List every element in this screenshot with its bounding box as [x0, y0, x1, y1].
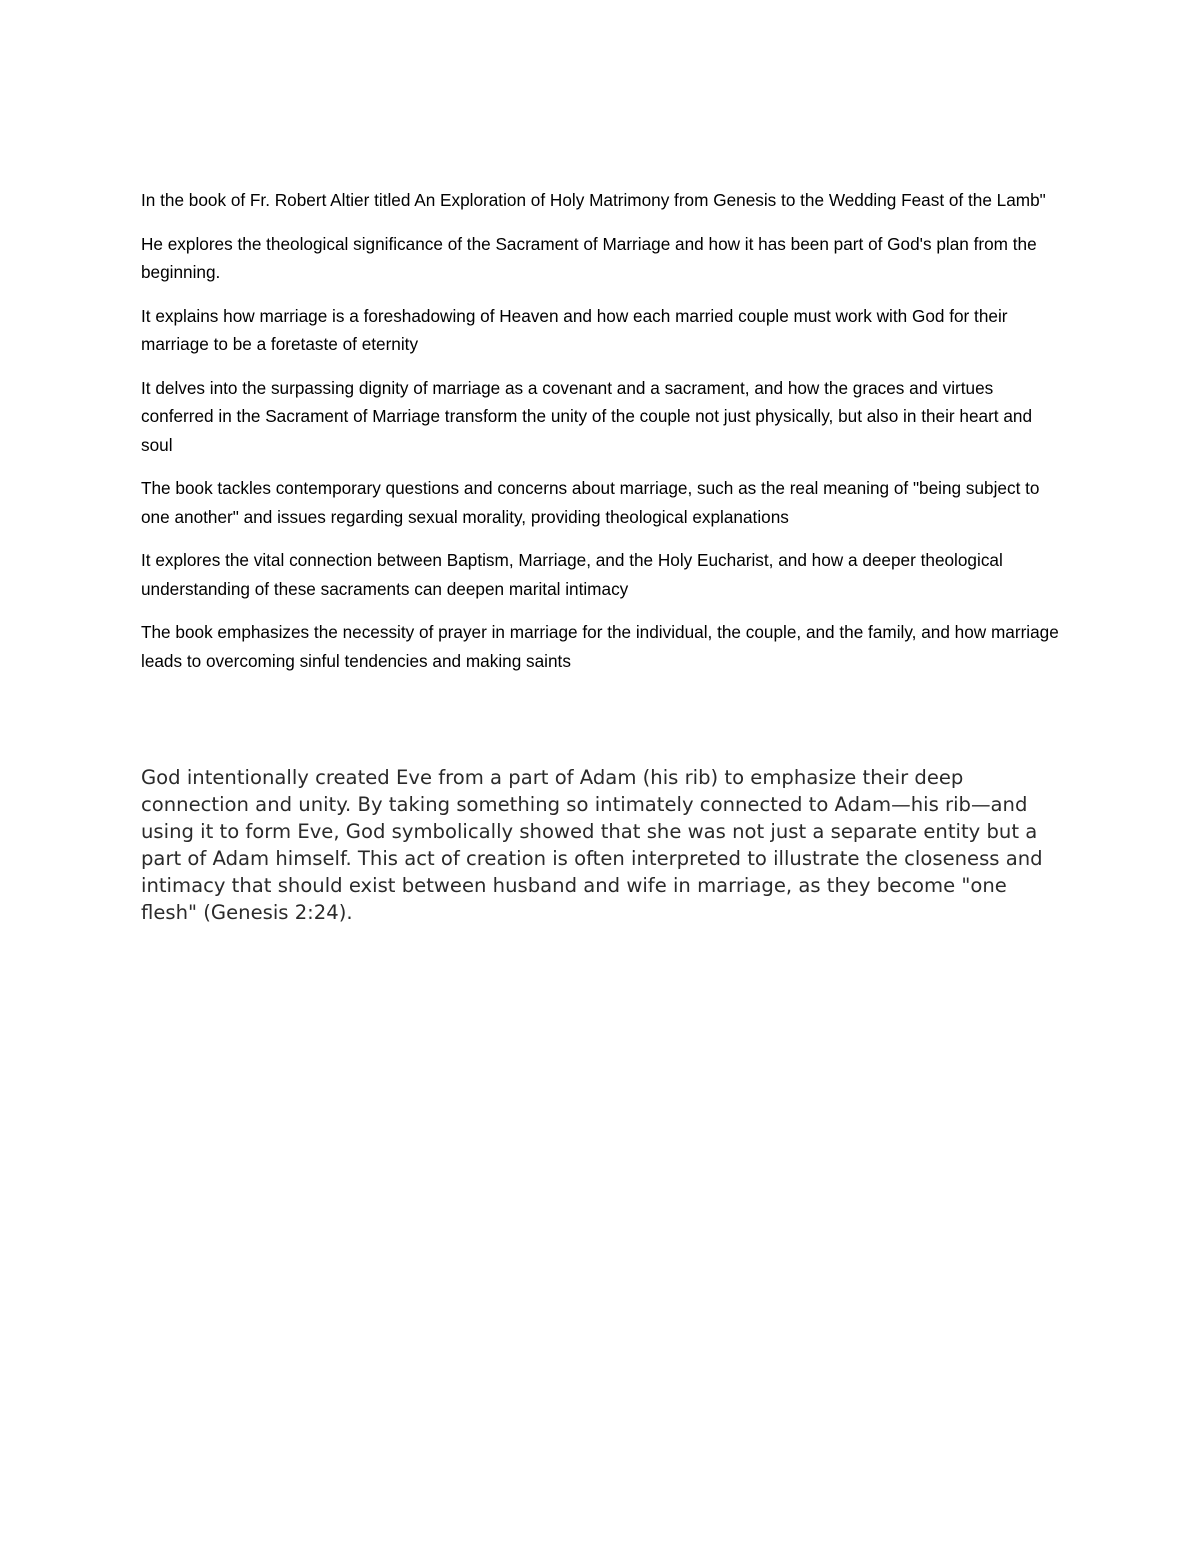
- note-paragraph-foreshadowing-heaven: It explains how marriage is a foreshadowing of Heaven and how each married couple must work with God for their marriage to be a foretaste of eternity: [141, 305, 1008, 354]
- body-paragraph-creation-of-eve: God intentionally created Eve from a part of Adam (his rib) to emphasize their deep connection and unity. By taking something so intimately connected to Adam—his rib—and using it to form Eve, God symbolically showed that she was not just a separate entity but a part of Adam himself. This act of creation is often interpreted to illustrate the closeness and intimacy that should exist between husband and wife in marriage, as they become "one flesh" (Genesis 2:24).: [141, 766, 1043, 924]
- note-paragraph-book-title: In the book of Fr. Robert Altier titled An Exploration of Holy Matrimony from Genesis to the Wedding Feast of the Lamb": [141, 190, 1046, 210]
- note-paragraph-dignity-of-marriage: It delves into the surpassing dignity of marriage as a covenant and a sacrament, and how the graces and virtues conferred in the Sacrament of Marriage transform the unity of the couple not just physically, but also in their heart and soul: [141, 377, 1033, 455]
- note-paragraph-theological-significance: He explores the theological significance of the Sacrament of Marriage and how it has been part of God's plan from the beginning.: [141, 233, 1037, 282]
- note-paragraph-necessity-of-prayer: The book emphasizes the necessity of prayer in marriage for the individual, the couple, and the family, and how marriage leads to overcoming sinful tendencies and making saints: [141, 622, 1059, 671]
- notes-section: [141, 186, 1061, 690]
- note-paragraph-sacraments-connection: It explores the vital connection between Baptism, Marriage, and the Holy Eucharist, and how a deeper theological understanding of these sacraments can deepen marital intimacy: [141, 550, 1003, 599]
- note-paragraph-contemporary-questions: The book tackles contemporary questions and concerns about marriage, such as the real meaning of "being subject to one another" and issues regarding sexual morality, providing theological explanations: [141, 478, 1040, 527]
